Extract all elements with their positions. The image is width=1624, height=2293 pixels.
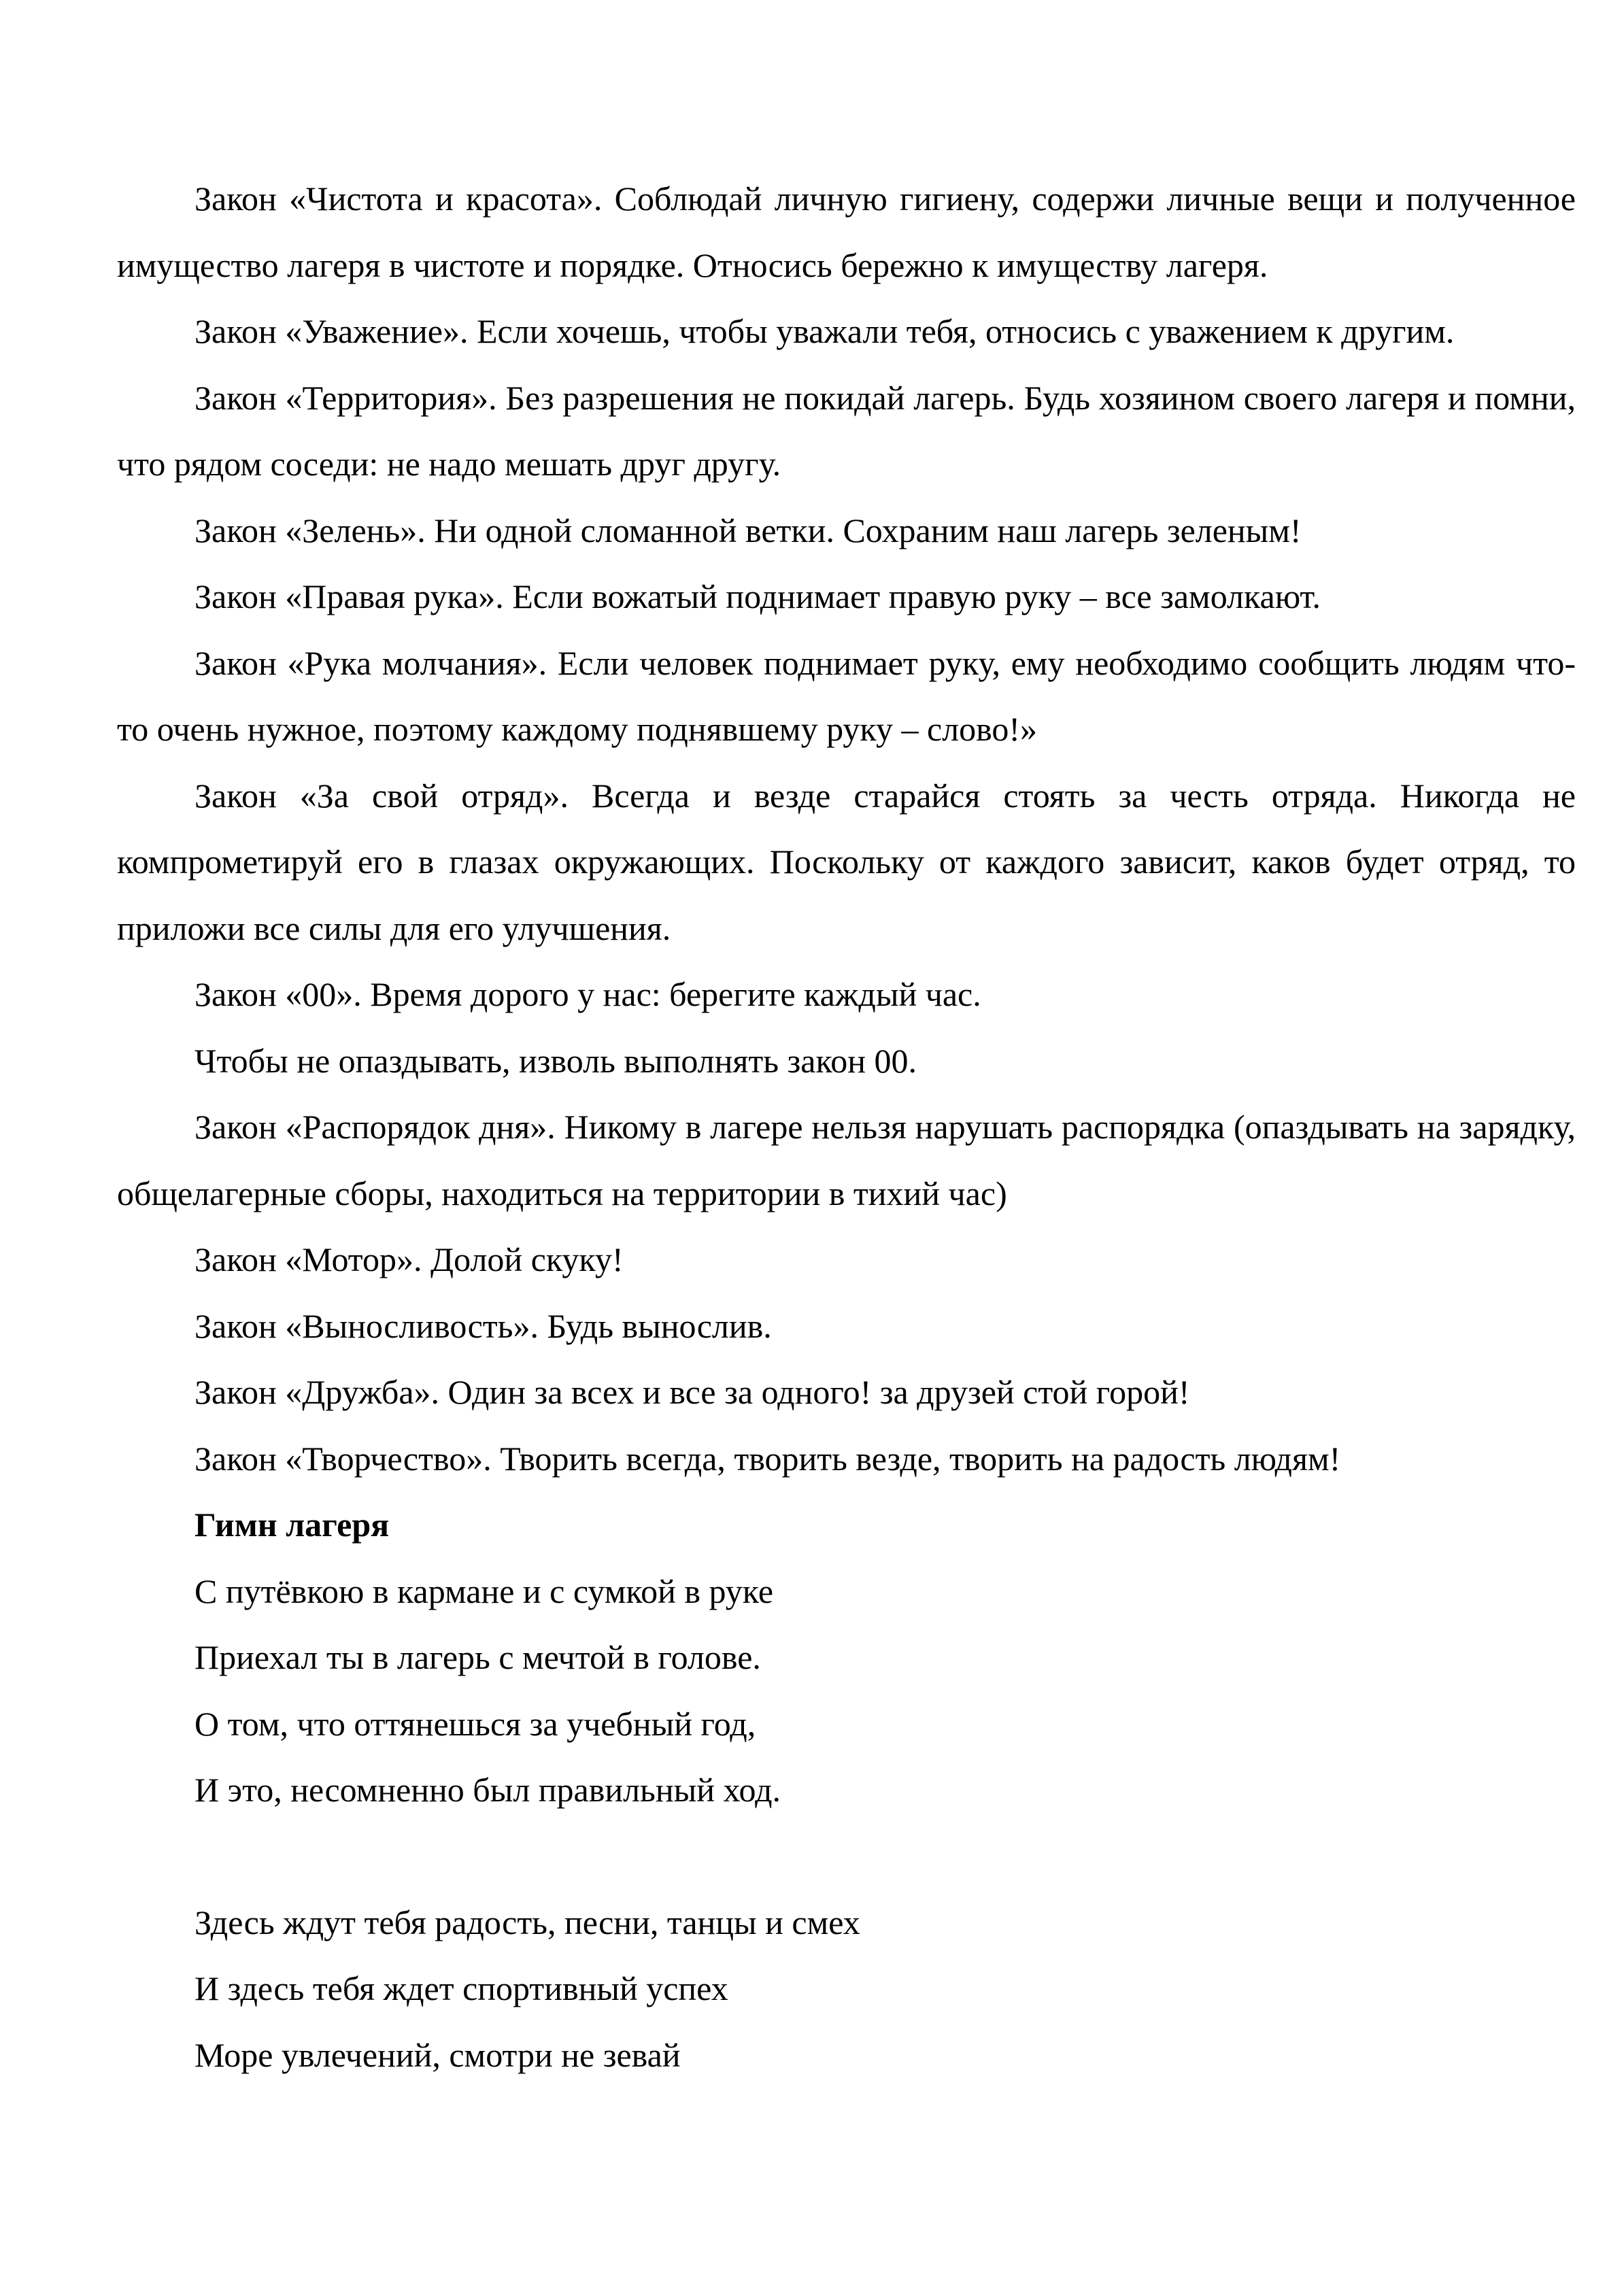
anthem-verse2-line: Море увлечений, смотри не зевай <box>194 2035 681 2074</box>
law-00-continuation: Чтобы не опаздывать, изволь выполнять закон 00. <box>194 1041 917 1080</box>
law-creativity: Закон «Творчество». Творить всегда, творить везде, творить на радость людям! <box>194 1439 1341 1478</box>
law-motor: Закон «Мотор». Долой скуку! <box>194 1240 624 1278</box>
law-00: Закон «00». Время дорого у нас: берегите каждый час. <box>194 975 981 1013</box>
anthem-verse1-line: И это, несомненно был правильный ход. <box>194 1771 781 1809</box>
law-cleanliness: Закон «Чистота и красота». Соблюдай личную гигиену, содержи личные вещи и полученное имущество лагеря в чистоте и порядке. Относись бережно к имуществу лагеря. <box>117 180 1576 284</box>
anthem-verse1-line: С путёвкою в кармане и с сумкой в руке <box>194 1572 774 1610</box>
law-friendship: Закон «Дружба». Один за всех и все за одного! за друзей стой горой! <box>194 1373 1190 1411</box>
anthem-verse2-line: И здесь тебя ждет спортивный успех <box>194 1969 728 2007</box>
law-for-squad: Закон «За свой отряд». Всегда и везде старайся стоять за честь отряда. Никогда не компрометируй его в глазах окружающих. Поскольку от каждого зависит, каков будет отряд, то приложи все силы для его улучшения. <box>117 776 1576 947</box>
anthem-verse1-line: Приехал ты в лагерь с мечтой в голове. <box>194 1638 761 1676</box>
stanza-break <box>117 1824 1576 1890</box>
law-hand-of-silence: Закон «Рука молчания». Если человек поднимает руку, ему необходимо сообщить людям что-то очень нужное, поэтому каждому поднявшему руку – слово!» <box>117 643 1576 748</box>
law-endurance: Закон «Выносливость». Будь вынослив. <box>194 1306 772 1345</box>
law-right-hand: Закон «Правая рука». Если вожатый поднимает правую руку – все замолкают. <box>194 577 1321 615</box>
anthem-title: Гимн лагеря <box>194 1506 390 1544</box>
law-respect: Закон «Уважение». Если хочешь, чтобы уважали тебя, относись с уважением к другим. <box>194 312 1455 350</box>
document-page <box>117 166 1576 2088</box>
law-greenery: Закон «Зелень». Ни одной сломанной ветки. Сохраним наш лагерь зеленым! <box>194 511 1302 549</box>
law-daily-routine: Закон «Распорядок дня». Никому в лагере нельзя нарушать распорядка (опаздывать на зарядку, общелагерные сборы, находиться на территории в тихий час) <box>117 1108 1576 1212</box>
anthem-verse2-line: Здесь ждут тебя радость, песни, танцы и смех <box>194 1903 860 1941</box>
law-territory: Закон «Территория». Без разрешения не покидай лагерь. Будь хозяином своего лагеря и помни, что рядом соседи: не надо мешать друг другу. <box>117 378 1576 483</box>
anthem-verse1-line: О том, что оттянешься за учебный год, <box>194 1704 756 1743</box>
